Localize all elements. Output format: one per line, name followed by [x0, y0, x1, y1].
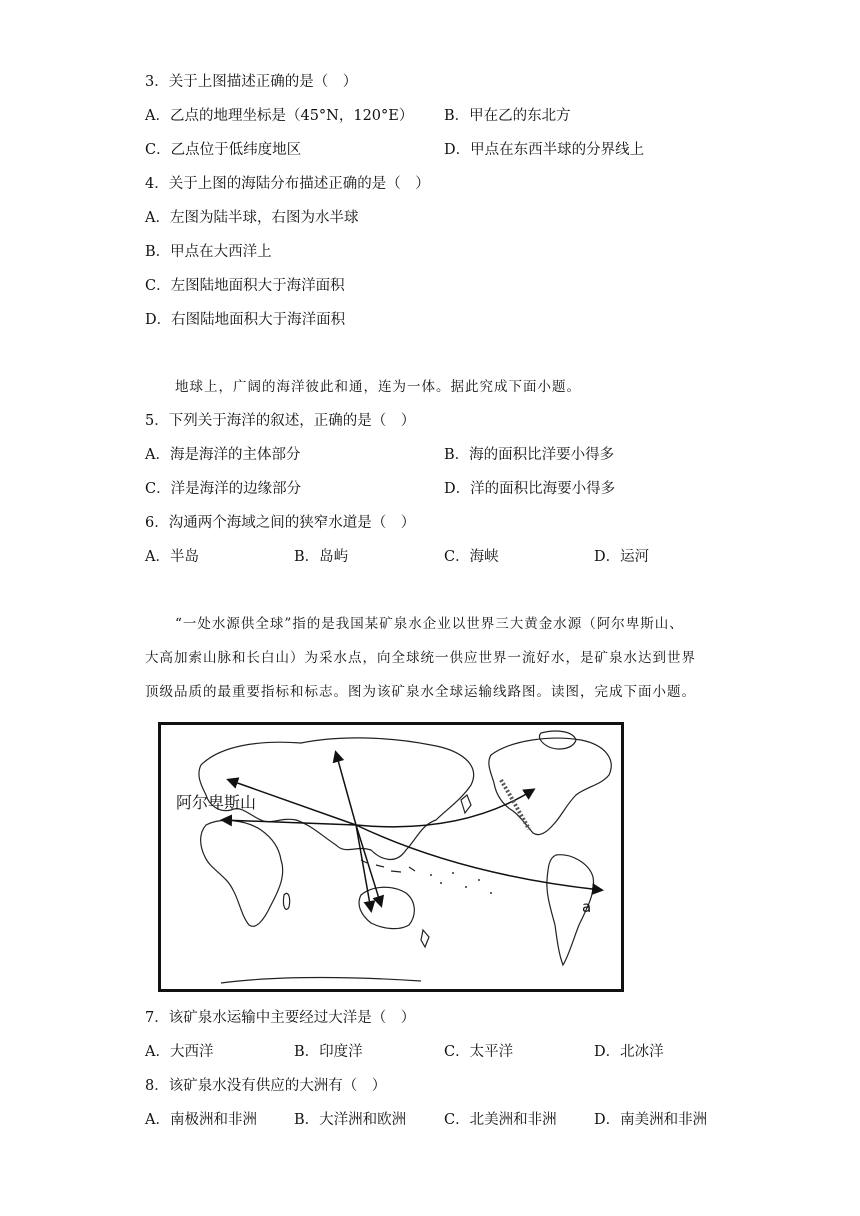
alps-label: 阿尔卑斯山: [176, 793, 257, 812]
q5-option-a: A．海是海洋的主体部分: [145, 447, 301, 463]
q8-option-b: B．大洋洲和欧洲: [294, 1112, 407, 1128]
q6-option-c: C．海峡: [444, 549, 499, 565]
intro-2-line-1: “一处水源供全球”指的是我国某矿泉水企业以世界三大黄金水源（阿尔卑斯山、: [175, 616, 684, 632]
q8-option-c: C．北美洲和非洲: [444, 1112, 557, 1128]
q4-stem: 4．关于上图的海陆分布描述正确的是（ ）: [145, 176, 430, 192]
intro-2-line-2: 大高加索山脉和长白山）为采水点，向全球统一供应世界一流好水，是矿泉水达到世界: [145, 650, 696, 666]
intro-2-line-3: 顶级品质的最重要指标和标志。图为该矿泉水全球运输线路图。读图，完成下面小题。: [145, 684, 696, 700]
point-a-label: a: [582, 898, 592, 916]
intro-paragraph-1: 地球上，广阔的海洋彼此和通，连为一体。据此究成下面小题。: [175, 379, 581, 395]
route-to-north: [336, 753, 356, 825]
africa-outline: [201, 820, 283, 926]
q7-option-c: C．太平洋: [444, 1044, 514, 1060]
q4-option-d: D．右图陆地面积大于海洋面积: [145, 312, 346, 328]
q7-stem: 7．该矿泉水运输中主要经过大洋是（ ）: [145, 1010, 416, 1026]
q4-option-a: A．左图为陆半球，右图为水半球: [145, 210, 359, 226]
q6-stem: 6．沟通两个海域之间的狭窄水道是（ ）: [145, 515, 416, 531]
q6-option-b: B．岛屿: [294, 549, 349, 565]
q6-option-a: A．半岛: [145, 549, 199, 565]
q7-option-b: B．印度洋: [294, 1044, 363, 1060]
q7-option-d: D．北冰洋: [594, 1044, 664, 1060]
pacific-islands: [430, 872, 492, 894]
q3-option-b: B．甲在乙的东北方: [444, 108, 571, 124]
q6-option-d: D．运河: [594, 549, 650, 565]
greenland-outline: [539, 731, 576, 749]
q5-option-d: D．洋的面积比海要小得多: [444, 481, 616, 497]
route-to-north-america: [356, 790, 533, 827]
world-map-graphic: [161, 725, 621, 989]
q3-option-d: D．甲点在东西半球的分界线上: [444, 142, 645, 158]
q4-option-b: B．甲点在大西洋上: [145, 244, 272, 260]
q5-option-c: C．洋是海洋的边缘部分: [145, 481, 302, 497]
intro-paragraph-2: [145, 607, 715, 709]
q3-option-a: A．乙点的地理坐标是（45°N，120°E）: [145, 108, 414, 124]
world-route-map: [158, 722, 624, 992]
q8-stem: 8．该矿泉水没有供应的大洲有（ ）: [145, 1078, 387, 1094]
antarctica-outline: [221, 978, 421, 984]
north-america-outline: [489, 738, 611, 834]
new-zealand-outline: [421, 930, 429, 947]
q4-option-c: C．左图陆地面积大于海洋面积: [145, 278, 345, 294]
q8-option-a: A．南极洲和非洲: [145, 1112, 257, 1128]
q7-option-a: A．大西洋: [145, 1044, 214, 1060]
q5-stem: 5．下列关于海洋的叙述，正确的是（ ）: [145, 413, 416, 429]
q3-option-c: C．乙点位于低纬度地区: [145, 142, 302, 158]
q3-stem: 3．关于上图描述正确的是（ ）: [145, 74, 358, 90]
q5-option-b: B．海的面积比洋要小得多: [444, 447, 615, 463]
madagascar-outline: [283, 893, 289, 909]
japan-outline: [461, 795, 471, 813]
q8-option-d: D．南美洲和非洲: [594, 1112, 708, 1128]
